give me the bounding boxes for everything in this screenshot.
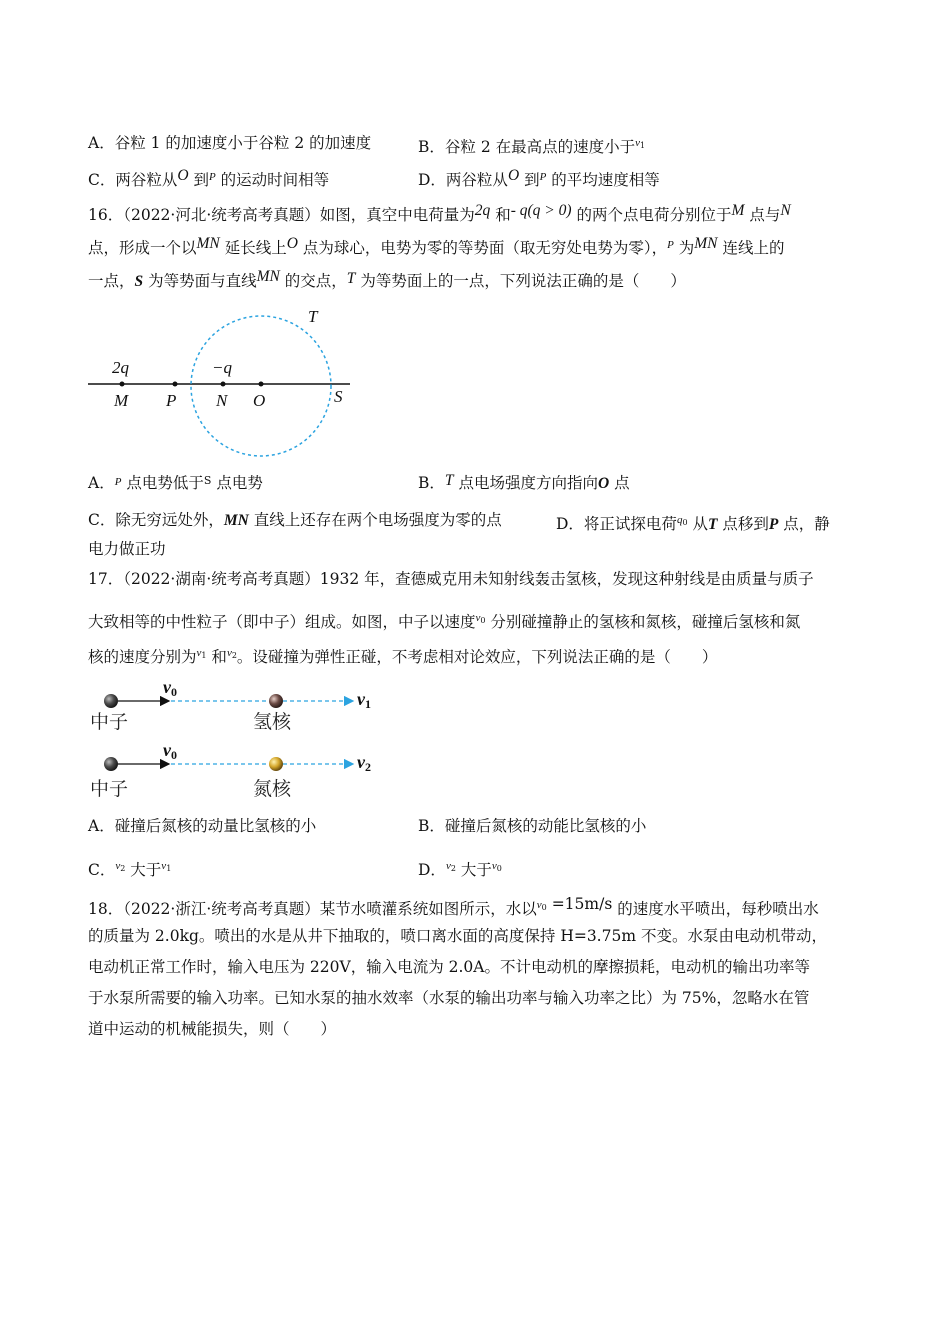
text: 于水泵所需要的输入功率。已知水泵的抽水效率（水泵的输出功率与输入功率之比）为 75%，忽略水在管	[88, 989, 810, 1007]
symbol-v: v	[475, 612, 481, 624]
text: D．	[418, 861, 446, 879]
text: 和	[206, 648, 227, 666]
text: 18．（2022·浙江·统考高考真题）某节水喷灌系统如图所示，水以	[88, 900, 537, 918]
text: B．碰撞后氮核的动能比氢核的小	[418, 817, 647, 835]
text: 的两个点电荷分别位于	[571, 206, 732, 224]
nitrogen-ball	[269, 757, 283, 771]
symbol-m: M	[731, 202, 745, 219]
label-p: P	[166, 391, 177, 410]
text: 连线上的	[717, 239, 785, 257]
text: 大于	[125, 861, 162, 879]
label-v0-2: v0	[163, 740, 177, 762]
symbol-t: T	[707, 516, 718, 533]
text: C．两谷粒从	[88, 171, 178, 189]
text: 大致相等的中性粒子（即中子）组成。如图，中子以速度	[88, 613, 476, 631]
label-s: S	[334, 387, 343, 406]
neutron-ball-1	[104, 694, 118, 708]
text: 点电场强度方向指向	[453, 474, 598, 492]
subscript: 1	[166, 864, 172, 873]
text: 点电势	[211, 474, 263, 492]
text: 点移到	[717, 515, 769, 533]
text: C．	[88, 861, 116, 879]
text: 16．（2022·河北·统考高考真题）如图，真空中电荷量为	[88, 206, 475, 224]
label-n: N	[216, 391, 228, 410]
q18-stem-line4	[88, 987, 809, 1009]
label-2q: 2q	[112, 358, 129, 377]
symbol-p: P	[667, 239, 674, 251]
q16-option-d	[556, 509, 830, 536]
label-v0-1: v0	[163, 677, 177, 699]
subscript: 2	[450, 864, 456, 873]
text: 到	[188, 171, 210, 189]
symbol-v: v	[196, 647, 202, 659]
label-v2: v2	[357, 752, 371, 774]
text: 为等势面与直线	[143, 272, 257, 290]
symbol-v: v	[226, 647, 232, 659]
text: 点电势低于	[121, 474, 204, 492]
text: 的交点，	[279, 272, 347, 290]
subscript: 0	[480, 616, 486, 625]
q16-stem-line3	[88, 266, 686, 293]
q17-stem-line3	[88, 642, 717, 668]
text: 从	[687, 515, 708, 533]
q15-option-b	[418, 132, 645, 158]
q15-option-b-text: B．谷粒 2 在最高点的速度小于	[418, 138, 636, 156]
symbol-v: v	[115, 860, 121, 872]
subscript: 0	[541, 903, 547, 912]
subscript: 1	[201, 651, 207, 660]
text: 为	[673, 239, 695, 257]
symbol-mn: MN	[223, 512, 249, 529]
charge-2q: 2q	[474, 202, 491, 219]
text: 一点，	[88, 272, 135, 290]
symbol-n: N	[780, 202, 791, 219]
text: 的平均速度相等	[546, 171, 660, 189]
q17-option-b	[418, 815, 646, 837]
q17-option-c	[88, 855, 171, 881]
q18-stem-line1	[88, 893, 819, 920]
text: 为等势面上的一点，下列说法正确的是（ ）	[355, 272, 686, 290]
q16-stem-line1	[88, 200, 791, 226]
symbol-v: v	[635, 137, 640, 149]
symbol-v: v	[536, 899, 542, 911]
point-o	[259, 382, 264, 387]
text: 直线上还存在两个电场强度为零的点	[248, 511, 502, 529]
text: 17．（2022·湖南·统考高考真题）1932 年，查德威克用未知射线轰击氢核，发现这种射线是由质量与质子	[88, 570, 814, 588]
text: B．	[418, 474, 445, 492]
text: 延长线上	[219, 239, 287, 257]
q15-option-a-text: A．谷粒 1 的加速度小于谷粒 2 的加速度	[88, 134, 372, 152]
q18-stem-line2	[88, 925, 827, 947]
q16-option-a	[88, 470, 263, 494]
point-p	[173, 382, 178, 387]
q16-option-c	[88, 509, 502, 532]
charge-neg-q: - q(q > 0)	[510, 202, 572, 219]
text: 点，静	[778, 515, 830, 533]
symbol-s: S	[203, 474, 212, 487]
symbol-s: S	[134, 273, 144, 290]
text: 的速度水平喷出，每秒喷出水	[612, 900, 819, 918]
subscript: 2	[120, 864, 126, 873]
hydrogen-ball	[269, 694, 283, 708]
symbol-t: T	[444, 472, 454, 489]
symbol-q: q	[676, 514, 683, 526]
text: 。设碰撞为弹性正碰，不考虑相对论效应，下列说法正确的是（ ）	[236, 648, 718, 666]
text: 点与	[744, 206, 781, 224]
symbol-mn: MN	[196, 235, 220, 252]
label-m: M	[114, 391, 129, 410]
symbol-mn: MN	[694, 235, 718, 252]
text: D．将正试探电荷	[556, 515, 677, 533]
q17-stem-line2	[88, 607, 800, 633]
symbol-o: O	[507, 167, 520, 184]
symbol-o: O	[286, 235, 298, 252]
q17-stem-line1	[88, 568, 814, 590]
symbol-v: v	[161, 860, 167, 872]
label-o: O	[253, 391, 266, 410]
symbol-o: O	[597, 475, 610, 492]
subscript: 0	[682, 518, 688, 527]
label-neutron-1: 中子	[90, 711, 129, 733]
label-neutron-2: 中子	[90, 778, 129, 800]
q15-option-c	[88, 165, 329, 191]
q16-option-d-line2	[88, 538, 166, 560]
symbol-t: T	[346, 270, 356, 287]
q18-stem-line3	[88, 956, 810, 978]
point-n	[221, 382, 226, 387]
text: 道中运动的机械能损失，则（ ）	[88, 1020, 337, 1038]
text: 大于	[455, 861, 492, 879]
text: 的质量为 2.0kg。喷出的水是从井下抽取的，喷口离水面的高度保持 H=3.75m 不变。水泵由电动机带动，	[88, 927, 827, 945]
q16-option-b	[418, 470, 630, 495]
text: 分别碰撞静止的氢核和氮核，碰撞后氢核和氮	[485, 613, 801, 631]
q17-figure	[85, 675, 385, 805]
text: 到	[519, 171, 540, 189]
text: A．	[88, 474, 115, 492]
speed-value: =15m/s	[546, 895, 613, 913]
label-nitrogen: 氮核	[253, 778, 292, 800]
text: 和	[490, 206, 511, 224]
q18-stem-line5	[88, 1018, 336, 1040]
q17-option-d	[418, 855, 502, 881]
q15-option-a	[88, 132, 371, 154]
text: 点，形成一个以	[88, 239, 197, 257]
q17-option-a	[88, 815, 316, 837]
symbol-p: P	[114, 476, 122, 488]
text: 电力做正功	[88, 540, 166, 558]
point-m	[120, 382, 125, 387]
label-negq: −q	[212, 358, 232, 377]
symbol-v: v	[445, 860, 451, 872]
q16-figure	[80, 300, 370, 465]
symbol-p: P	[209, 171, 216, 183]
text: C．除无穷远处外，	[88, 511, 224, 529]
text: D．两谷粒从	[418, 171, 508, 189]
symbol-v: v	[491, 860, 497, 872]
text: 电动机正常工作时，输入电压为 220V，输入电流为 2.0A。不计电动机的摩擦损耗，电动机的输出功率等	[88, 958, 810, 976]
text: A．碰撞后氮核的动量比氢核的小	[88, 817, 317, 835]
symbol-mn: MN	[256, 268, 280, 285]
q15-option-d	[418, 165, 660, 191]
symbol-o: O	[177, 167, 189, 184]
subscript: 0	[496, 864, 502, 873]
text: 点为球心，电势为零的等势面（取无穷处电势为零），	[297, 239, 668, 257]
text: 核的速度分别为	[88, 648, 197, 666]
symbol-p: P	[539, 171, 547, 183]
subscript: 2	[231, 651, 237, 660]
label-t: T	[308, 307, 318, 326]
text: 点	[609, 474, 630, 492]
symbol-p: P	[768, 516, 779, 533]
label-v1: v1	[357, 689, 371, 711]
q16-stem-line2	[88, 233, 784, 259]
neutron-ball-2	[104, 757, 118, 771]
text: 的运动时间相等	[215, 171, 330, 189]
subscript: 1	[640, 141, 646, 150]
label-hydrogen: 氢核	[253, 711, 292, 733]
